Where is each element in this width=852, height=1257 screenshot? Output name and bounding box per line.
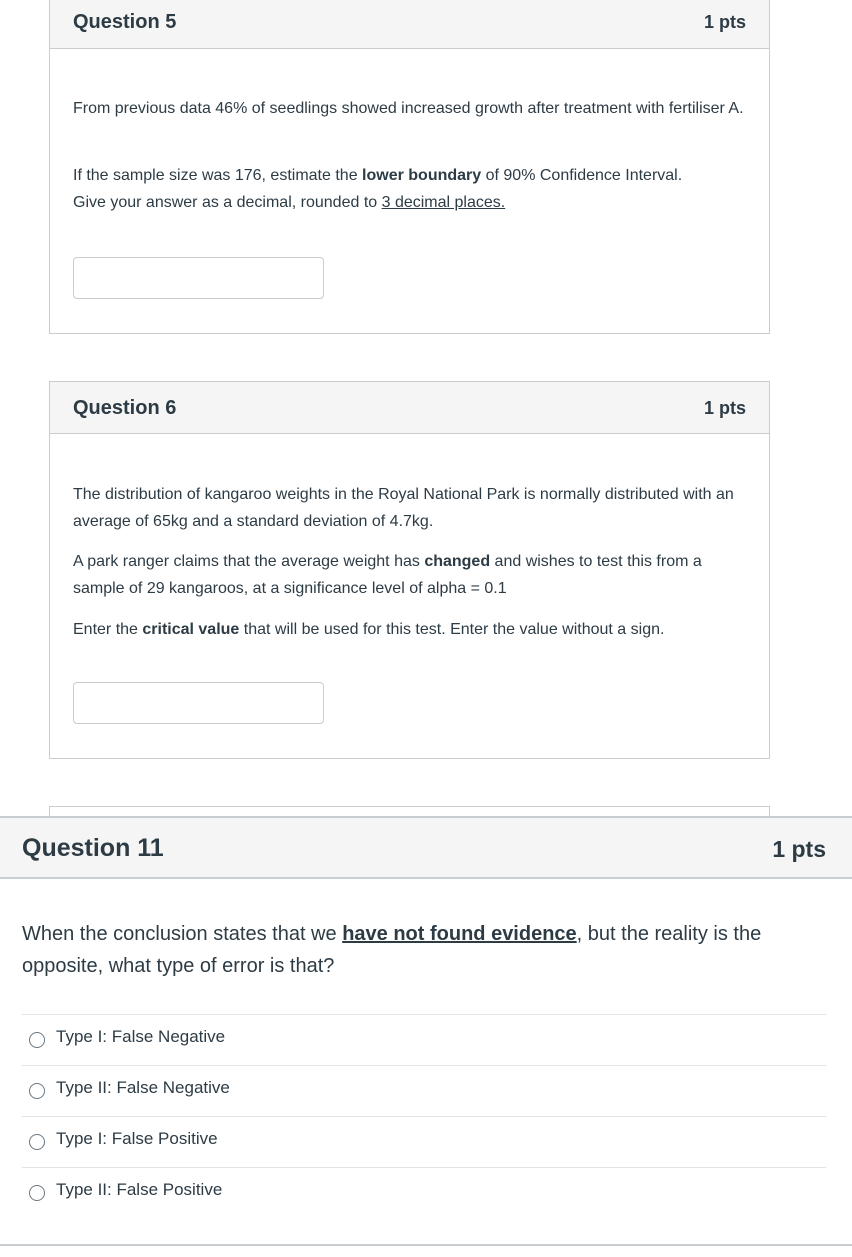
option-label: Type II: False Positive	[56, 1180, 223, 1199]
question-6-header	[50, 382, 769, 434]
question-6-points: 1 pts	[703, 398, 746, 418]
lower-boundary-emphasis: lower boundary	[362, 167, 482, 184]
question-11-header	[0, 816, 852, 879]
decimal-places-underline: 3 decimal places.	[381, 194, 506, 211]
have-not-found-evidence-emphasis: have not found evidence	[342, 923, 577, 945]
radio-button[interactable]	[29, 1185, 45, 1201]
question-11-points: 1 pts	[772, 836, 826, 862]
question-11-title: Question 11	[22, 834, 164, 862]
answer-option-type-ii-false-positive[interactable]	[22, 1167, 826, 1217]
question-6-card	[49, 381, 770, 759]
question-5-card	[49, 0, 770, 334]
radio-button[interactable]	[29, 1032, 45, 1048]
option-label: Type II: False Negative	[56, 1078, 230, 1097]
question-5-text: From previous data 46% of seedlings showed increased growth after treatment with fertiliser A.	[73, 100, 744, 117]
question-6-claim: A park ranger claims that the average weight has changed and wishes to test this from a sample of 29 kangaroos, at a significance level of alpha = 0.1	[73, 553, 702, 597]
question-5-instruction: If the sample size was 176, estimate the lower boundary of 90% Confidence Interval. Give your answer as a decimal, rounded to 3 decimal places.	[73, 167, 683, 211]
question-6-text: The distribution of kangaroo weights in the Royal National Park is normally distributed with an average of 65kg and a standard deviation of 4.7kg.	[73, 486, 734, 530]
answer-option-type-i-false-positive[interactable]	[22, 1116, 826, 1166]
option-label: Type I: False Positive	[56, 1129, 218, 1148]
question-5-points: 1 pts	[703, 12, 746, 32]
answer-option-type-i-false-negative[interactable]	[22, 1014, 826, 1064]
question-5-answer-input[interactable]	[73, 257, 324, 299]
critical-value-emphasis: critical value	[142, 621, 240, 638]
question-5-title: Question 5	[73, 11, 177, 33]
question-6-instruction: Enter the critical value that will be used for this test. Enter the value without a sign.	[73, 621, 665, 638]
answer-option-type-ii-false-negative[interactable]	[22, 1065, 826, 1115]
question-11-text: When the conclusion states that we have not found evidence, but the reality is the opposite, what type of error is that?	[22, 923, 762, 977]
changed-emphasis: changed	[424, 553, 491, 570]
question-6-answer-input[interactable]	[73, 682, 324, 724]
question-11-card	[0, 816, 852, 1246]
radio-button[interactable]	[29, 1134, 45, 1150]
question-5-header	[50, 0, 769, 49]
question-6-title: Question 6	[73, 397, 177, 419]
radio-button[interactable]	[29, 1083, 45, 1099]
option-label: Type I: False Negative	[56, 1027, 226, 1046]
